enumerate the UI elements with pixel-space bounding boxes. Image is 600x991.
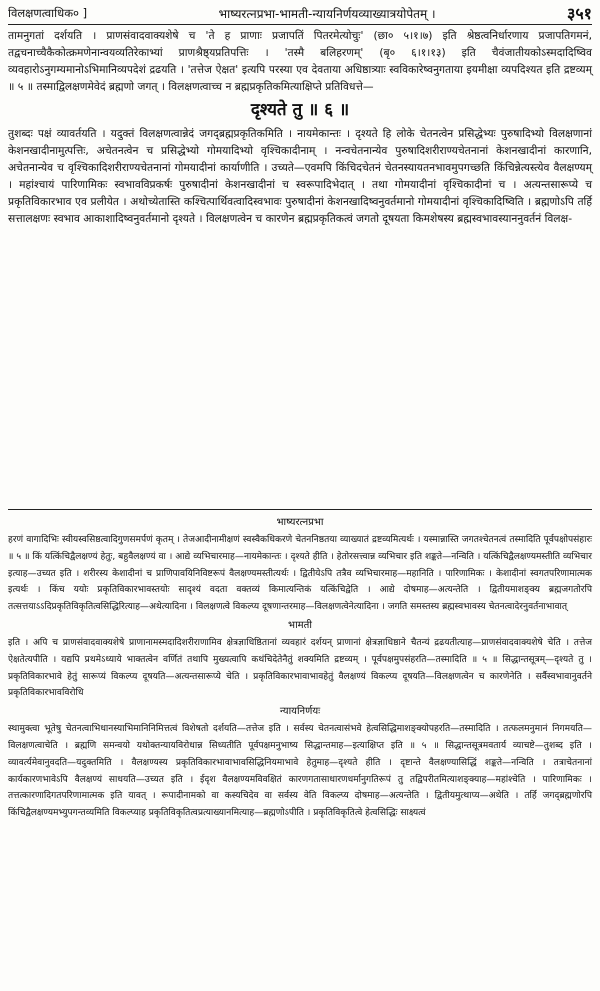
ratnaprabha-text: हरणं वागादिभिः स्वीयस्वसिष्ठत्वादिगुणसमर्पणं कृतम् । तेजआदीनामीक्षणं स्वस्वैकधिकरणे चेतननिष्ठतया व्याख्यातं द्रष्टव्यमित्यर्थः । यस्मान्नास्ति जगतश्चेतनत्वं तस्मादिति पूर्वपक्षोपसंहारः ॥ ५ ॥ किं यत्किंचिद्वैलक्षण्यं हेतुः, बहुवैलक्षण्यं वा । आद्ये व्यभिचारमाह—नायमेकान्तः । दृश्यते हीति । हेतोरसत्त्वान्न व्यभिचार इति शङ्कते—नन्विति । यत्किंचिद्वैलक्षण्यमस्तीति व्यभिचार इत्याह—उच्यत इति । शरीरस्य केशादीनां च प्राणिपावयिनिविष्टरूपं वैलक्षण्यमस्तीत्यर्थः । द्वितीयेऽपि तत्रैव व्यभिचारमाह—महानिति । पारिणामिकः । केशादीनां स्वगतपरिणामात्मक इत्यर्थः । किंच ययोः प्रकृतिविकारभावस्तयोः सादृश्यं वदता वक्तव्यं किमात्यन्तिकं यत्किंचिद्वेति । आद्ये दोषमाह—अत्यन्तेति । द्वितीयमाशङ्क्य ब्रह्मजगतोरपि तत्सत्तयाऽऽदिप्रकृतिविकृतित्वसिद्धिरित्याह—अथेत्यादिना । विलक्षणत्वे विकल्प्य दूषणान्तरमाह—विलक्षणत्वेनेत्यादिना । जगति समस्तस्य ब्रह्मस्वभावस्य चेतनत्वादेरनुवर्तनाभावात्	[8, 535, 592, 613]
bhamati-text: इति । अपि च प्राणसंवादवाक्यशेषे प्राणानामस्मदादिशरीराणामिव क्षेत्रज्ञाधिष्ठितानां व्यवहारं दर्शयन् प्राणानां क्षेत्रज्ञाधिष्ठाने चैतन्यं द्रढयतीत्याह—प्राणसंवादवाक्यशेषे चेति । तत्तेज ऐक्षतेत्यपीति । यद्यपि प्रथमेऽध्याये भाक्तत्वेन वर्णितं तथापि मुख्यत्वापि कथंचिदेतेनैतुं शक्यमिति द्रष्टव्यम् । पूर्वपक्षमुपसंहरति—तस्मादिति ॥ ५ ॥ सिद्धान्तसूत्रम्—दृश्यते तु । प्रकृतिविकारभावे हेतुं सारूप्यं विकल्प्य दूषयति—अत्यन्तसारूप्ये चेति । प्रकृतिविकारभावाभावहेतुं वैलक्षण्यं विकल्प्य दूषयति—विलक्षणत्वेन च कारणेनेति । सर्वैस्वभावानुवर्तने प्रकृतिविकारभावविरोधि	[8, 637, 592, 699]
main-paragraph-2: तुशब्दः पक्षं व्यावर्तयति । यदुक्तं विलक्षणत्वान्नेदं जगद्ब्रह्मप्रकृतिकमिति । नायमेकान्तः । दृश्यते हि लोके चेतनत्वेन प्रसिद्धेभ्यः पुरुषादिभ्यो विलक्षणानां केशनखादीनामुत्पत्तिः, अचेतनत्वेन च प्रसिद्धेभ्यो गोमयादिभ्यो वृश्चिकादीनाम् । नन्वचेतनान्येव पुरुषादिशरीराण्यचेतनानां केशनखादीनां कारणानि, अचेतनान्येव च वृश्चिकादिशरीराण्यचेतनानां गोमयादीनां कार्याणीति । उच्यते—एवमपि किंचिदचेतनं चेतनस्यायतनभावमुपगच्छति किंचिन्नेत्यस्त्येव वैलक्षण्यम् । महांश्चायं पारिणामिकः स्वभावविप्रकर्षः पुरुषादीनां केशनखादीनां च स्वरूपादिभेदात् । तथा गोमयादीनां वृश्चिकादीनां च । अत्यन्तसारूप्ये च प्रकृतिविकारभाव एव प्रलीयेत । अथोच्येतास्ति कश्चित्पार्थिवत्वादिस्वभावः पुरुषादीनां केशनखादिष्वनुवर्तमानो गोमयादीनां वृश्चिकादिष्विति । ब्रह्मणोऽपि तर्हि सत्तालक्षणः स्वभाव आकाशादिष्वनुवर्तमानो दृश्यते । विलक्षणत्वेन च कारणेन ब्रह्मप्रकृतिकत्वं जगतो दूषयता किमशेषस्य ब्रह्मस्वभावस्याननुवर्तनं विलक्ष-	[8, 127, 592, 225]
section-title-ratnaprabha: भाष्यरत्नप्रभा	[276, 517, 324, 528]
main-text	[8, 27, 592, 227]
section-title-bhamati: भामती	[288, 619, 312, 631]
commentaries	[8, 513, 592, 822]
running-head-left: विलक्षणत्वाधिक० ]	[8, 5, 88, 20]
page-number: ३५१	[567, 4, 592, 23]
page-header	[8, 2, 592, 25]
running-head-title: भाष्यरत्नप्रभा-भामती-न्यायनिर्णयव्याख्यात्रयोपेतम् ।	[218, 6, 436, 21]
section-title-nyayanirnaya: न्यायनिर्णयः	[279, 706, 321, 718]
sutra-heading: दृश्यते तु ॥ ६ ॥	[250, 100, 350, 120]
commentary-divider	[8, 509, 592, 510]
nyayanirnaya-text: स्थामुक्त्वा भूतेषु चेतनत्वाभिधानस्याभिमानिनिमित्तत्वं विशेषतो दर्शयति—तत्तेज इति । सर्वस्य चेतनत्वासंभवे हेत्वसिद्धिमाशङ्क्योपहरति—तस्मादिति । तत्फलमनुमानं निगमयति—विलक्षणत्वाचेति । ब्रह्मणि समन्वयो यथोक्तन्यायविरोधान्न सिध्यतीति पूर्वपक्षमनुभाष्य सिद्धान्तमाह—इत्याक्षिप्त इति ॥ ५ ॥ सिद्धान्तसूत्रमवतार्य व्याचष्टे—तुशब्द इति । व्यावर्त्यमेवानुवदति—यदुक्तमिति । वैलक्षण्यस्य प्रकृतिविकारभावाभावसिद्धिनियमाभावे हेतुमाह—दृश्यते हीति । दृष्टान्ते वैलक्षण्यासिद्धिं शङ्कते—नन्विति । तत्राचेतनानां कार्यकारणभावेऽपि वैलक्षण्यं साधयति—उच्यत इति । ईदृश वैलक्षण्यमविवक्षितं कारणगतासाधारणधर्मानुगतिरूपं तु तद्विपरीतमित्याशङ्क्याह—महांश्चेति । पारिणामिकः । तत्तत्कारणादिगतपरिणामात्मक इति यावत् । रूपादीनामको वा कस्यचिदेव वा सर्वस्य वेति विकल्प्य दोषमाह—अत्यन्तेति । द्वितीयमुत्थाप्य—अथेति । तर्हि जगद्ब्रह्मणोरपि किंचिद्वैलक्षण्यमभ्युपगन्तव्यमिति विकल्प्याह प्रकृतिविकृतित्वप्रत्याख्यानमित्याह—ब्रह्मणोऽपीति । प्रकृतिविकृतित्वे हेत्वसिद्धिः साक्ष्यत्वं	[8, 724, 592, 819]
main-paragraph-1: तामनुगतां दर्शयति । प्राणसंवादवाक्यशेषे च 'ते ह प्राणाः प्रजापतिं पितरमेत्योचुः' (छा० ५।१।७) इति श्रेष्ठत्वनिर्धारणाय प्रजापतिगमनं, तद्वचनाच्चैकैकोत्क्रमणेनान्वयव्यतिरेकाभ्यां प्राणश्रैष्ठ्यप्रतिपत्तिः । 'तस्मै बलिहरणम्' (बृ० ६।१।१३) इति चैवंजातीयकोऽस्मदादिष्विव व्यवहारोऽनुगम्यमानोऽभिमानिव्यपदेशं द्रढयति । 'तत्तेज ऐक्षत' इत्यपि परस्या एव देवताया अधिष्ठात्र्याः स्वविकारेष्वनुगताया इयमीक्षा व्यपदिश्यत इति द्रष्टव्यम् ॥ ५ ॥ तस्माद्विलक्षणमेवेदं ब्रह्मणो जगत् । विलक्षणत्वाच्च न ब्रह्मप्रकृतिकमित्याक्षिप्ते प्रतिविधत्ते—	[8, 29, 592, 93]
